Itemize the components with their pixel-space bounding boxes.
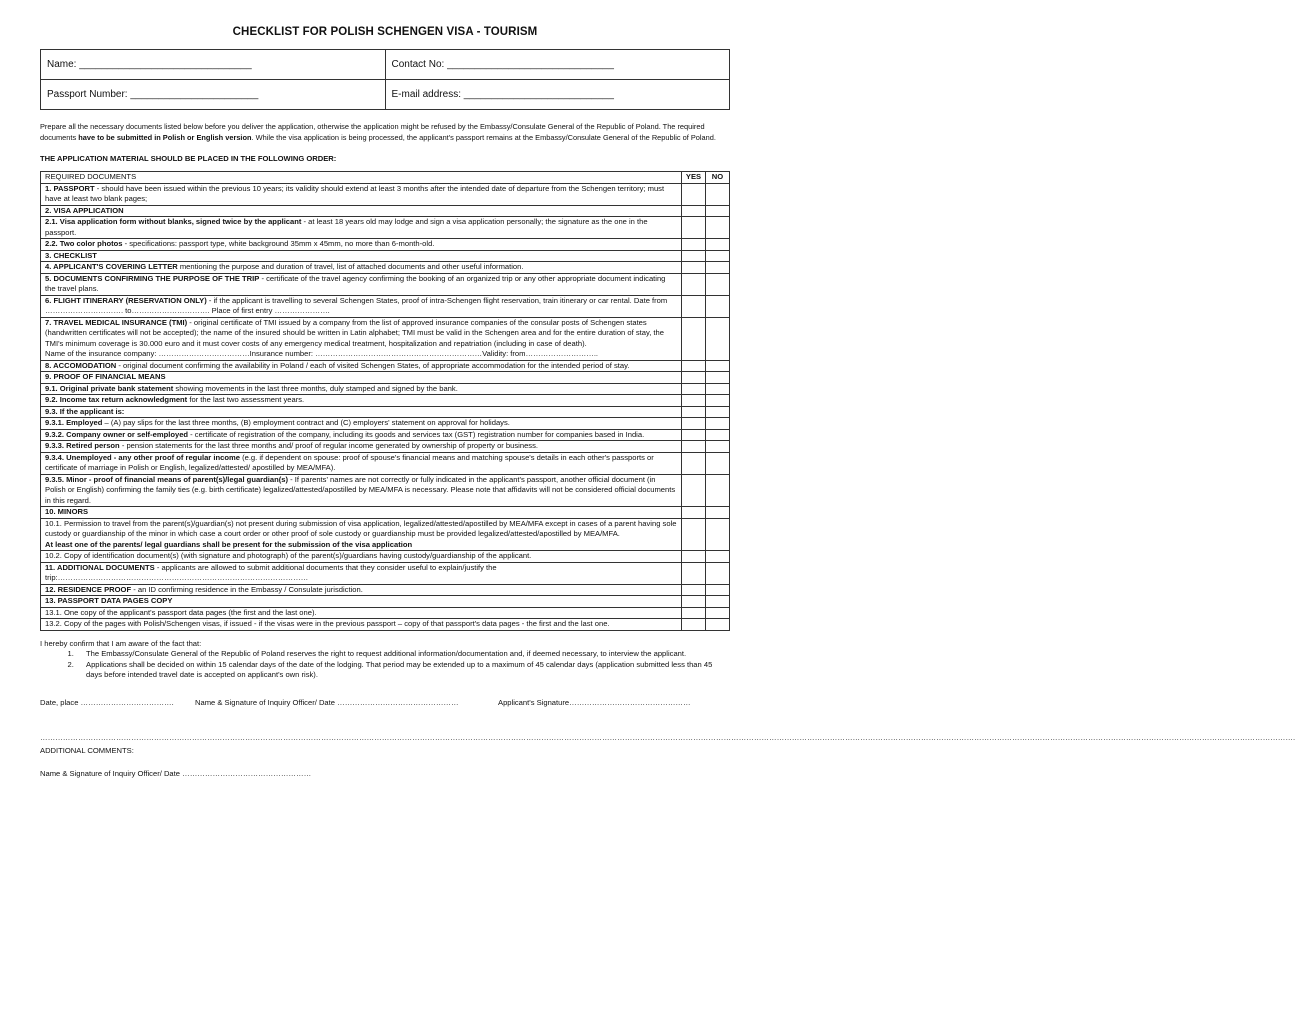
- table-row: [41, 418, 730, 430]
- table-row: [41, 183, 730, 205]
- no-checkbox[interactable]: [706, 183, 730, 205]
- yes-checkbox[interactable]: [682, 607, 706, 619]
- table-row: [41, 317, 730, 360]
- no-checkbox[interactable]: [706, 418, 730, 430]
- yes-checkbox[interactable]: [682, 372, 706, 384]
- yes-checkbox[interactable]: [682, 584, 706, 596]
- yes-checkbox[interactable]: [682, 418, 706, 430]
- date-place-field[interactable]: Date, place ……………………………….: [40, 697, 174, 707]
- no-checkbox[interactable]: [706, 395, 730, 407]
- row-flight-itinerary: 6. FLIGHT ITINERARY (RESERVATION ONLY) - if the applicant is travelling to several Schengen States, proof of intra-Schengen flight reservation, train itinerary or car rental. Date from …………………………. to…………………………. Place of first entry ………………….: [41, 295, 682, 317]
- intro-text-1: Prepare all the necessary documents listed below before you deliver the application, otherwise the application might be refused by the Embassy/Consulate General of the Republic of Poland. The required documents: [40, 122, 705, 142]
- no-checkbox[interactable]: [706, 273, 730, 295]
- yes-checkbox[interactable]: [682, 317, 706, 360]
- row-parent-id: 10.2. Copy of identification document(s) (with signature and photograph) of the parent(s)/guardians having custody/guardianship of the applicant.: [41, 551, 682, 563]
- row-financial-means: 9. PROOF OF FINANCIAL MEANS: [41, 372, 682, 384]
- intro-text-2: . While the visa application is being processed, the applicant's passport remains at the Embassy/Consulate General of the Republic of Poland.: [251, 133, 716, 142]
- dotted-separator: ……………………………………………………………………………………………………………………………………………………………………………………………………………………………………………………………………………………………………………………………………………………………………………………………………………………………………………………….: [40, 732, 1295, 742]
- no-checkbox[interactable]: [706, 317, 730, 360]
- yes-checkbox[interactable]: [682, 452, 706, 474]
- row-minors: 10. MINORS: [41, 507, 682, 519]
- passport-number-field[interactable]: Passport Number: _______________________: [41, 80, 386, 110]
- no-checkbox[interactable]: [706, 429, 730, 441]
- additional-comments-label: ADDITIONAL COMMENTS:: [40, 745, 134, 755]
- no-checkbox[interactable]: [706, 551, 730, 563]
- signature-line: [40, 698, 730, 707]
- no-checkbox[interactable]: [706, 584, 730, 596]
- row-visa-application: 2. VISA APPLICATION: [41, 205, 682, 217]
- applicant-signature-field[interactable]: Applicant's Signature…………………………………………: [498, 697, 691, 707]
- confirmation-section: [40, 639, 730, 681]
- confirmation-item-1: 1. The Embassy/Consulate General of the Republic of Poland reserves the right to request additional information/documentation and, if deemed necessary, to interview the applicant.: [76, 649, 730, 660]
- table-row: [41, 441, 730, 453]
- yes-checkbox[interactable]: [682, 262, 706, 274]
- row-passport: 1. PASSPORT - should have been issued within the previous 10 years; its validity should extend at least 3 months after the intended date of departure from the Schengen territory; must have at least two blank pages;: [41, 183, 682, 205]
- yes-checkbox[interactable]: [682, 474, 706, 507]
- row-travel-insurance: 7. TRAVEL MEDICAL INSURANCE (TMI) - original certificate of TMI issued by a company from the list of approved insurance companies of the consular posts of Schengen states (handwritten certificates will not be accepted); the name of the insured should be written in Latin alphabet; TMI must be valid in the Schengen area and for the entire duration of stay, the TMI's minimum coverage is 30.000 euro and it must cover costs of any emergency medical treatment, hospitalization and repatriation (including in case of death). Name of the insurance company: ………………………………Insurance number: …………………………………………………………Validity: from………………………..: [41, 317, 682, 360]
- table-row: [41, 474, 730, 507]
- row-photos: 2.2. Two color photos - specifications: passport type, white background 35mm x 45mm, no more than 6-month-old.: [41, 239, 682, 251]
- table-row: [41, 273, 730, 295]
- table-header-row: [41, 172, 730, 184]
- confirmation-item-2: 2. Applications shall be decided on within 15 calendar days of the date of the lodging. That period may be extended up to a maximum of 45 calendar days (application submitted less than 45 days before intended travel date is accepted on applicant's own risk).: [76, 660, 730, 681]
- email-field[interactable]: E-mail address: ___________________________: [385, 80, 730, 110]
- no-checkbox[interactable]: [706, 619, 730, 631]
- contact-field[interactable]: Contact No: ______________________________: [385, 50, 730, 80]
- yes-checkbox[interactable]: [682, 250, 706, 262]
- table-row: [41, 383, 730, 395]
- yes-checkbox[interactable]: [682, 383, 706, 395]
- no-checkbox[interactable]: [706, 205, 730, 217]
- col-no: NO: [706, 172, 730, 184]
- yes-checkbox[interactable]: [682, 239, 706, 251]
- yes-checkbox[interactable]: [682, 441, 706, 453]
- table-row: [41, 518, 730, 551]
- no-checkbox[interactable]: [706, 239, 730, 251]
- no-checkbox[interactable]: [706, 295, 730, 317]
- row-self-employed: 9.3.2. Company owner or self-employed - certificate of registration of the company, including its goods and services tax (GST) registration number for companies based in India.: [41, 429, 682, 441]
- table-row: [41, 607, 730, 619]
- yes-checkbox[interactable]: [682, 562, 706, 584]
- no-checkbox[interactable]: [706, 360, 730, 372]
- row-passport-data-pages: 13.1. One copy of the applicant's passport data pages (the first and the last one).: [41, 607, 682, 619]
- yes-checkbox[interactable]: [682, 551, 706, 563]
- table-row: [41, 239, 730, 251]
- yes-checkbox[interactable]: [682, 429, 706, 441]
- row-visa-form: 2.1. Visa application form without blanks, signed twice by the applicant - at least 18 years old may lodge and sign a visa application personally; the signature as the one in the passport.: [41, 217, 682, 239]
- no-checkbox[interactable]: [706, 607, 730, 619]
- yes-checkbox[interactable]: [682, 619, 706, 631]
- yes-checkbox[interactable]: [682, 217, 706, 239]
- no-checkbox[interactable]: [706, 474, 730, 507]
- yes-checkbox[interactable]: [682, 295, 706, 317]
- no-checkbox[interactable]: [706, 262, 730, 274]
- yes-checkbox[interactable]: [682, 395, 706, 407]
- row-accommodation: 8. ACCOMODATION - original document confirming the availability in Poland / each of visited Schengen States, of appropriate accommodation for the intended period of stay.: [41, 360, 682, 372]
- table-row: [41, 619, 730, 631]
- table-row: [41, 596, 730, 608]
- name-field[interactable]: Name: _______________________________: [41, 50, 386, 80]
- no-checkbox[interactable]: [706, 596, 730, 608]
- confirmation-list: [40, 649, 730, 681]
- yes-checkbox[interactable]: [682, 596, 706, 608]
- officer-signature-field[interactable]: Name & Signature of Inquiry Officer/ Date …………………………………………: [195, 697, 459, 707]
- yes-checkbox[interactable]: [682, 406, 706, 418]
- yes-checkbox[interactable]: [682, 360, 706, 372]
- table-row: [41, 562, 730, 584]
- row-residence-proof: 12. RESIDENCE PROOF - an ID confirming residence in the Embassy / Consulate jurisdiction.: [41, 584, 682, 596]
- table-row: [41, 551, 730, 563]
- row-unemployed: 9.3.4. Unemployed - any other proof of regular income (e.g. if dependent on spouse: proof of spouse's financial means and matching spouse's details in each other's passports or certificate of marriage in Polish or English, legalized/attested/ apostilled by MEA/MFA).: [41, 452, 682, 474]
- table-row: [41, 372, 730, 384]
- no-checkbox[interactable]: [706, 383, 730, 395]
- no-checkbox[interactable]: [706, 441, 730, 453]
- no-checkbox[interactable]: [706, 518, 730, 551]
- row-travel-permission: 10.1. Permission to travel from the parent(s)/guardian(s) not present during submission of visa application, legalized/attested/apostilled by MEA/MFA except in cases of a parent having sole custody or guardianship of the minor in which case a court order or other proof of sole custody or guardianship must be provided legalized/attested/apostilled by MEA/MFA. At least one of the parents/ legal guardians shall be present for the submission of the visa application: [41, 518, 682, 551]
- table-row: [41, 295, 730, 317]
- no-checkbox[interactable]: [706, 217, 730, 239]
- yes-checkbox[interactable]: [682, 518, 706, 551]
- row-income-tax: 9.2. Income tax return acknowledgment for the last two assessment years.: [41, 395, 682, 407]
- row-retired: 9.3.3. Retired person - pension statements for the last three months and/ proof of regular income generated by ownership of property or business.: [41, 441, 682, 453]
- row-if-applicant: 9.3. If the applicant is:: [41, 406, 682, 418]
- table-row: [41, 429, 730, 441]
- table-row: [41, 262, 730, 274]
- row-covering-letter: 4. APPLICANT'S COVERING LETTER mentioning the purpose and duration of travel, list of attached documents and other useful information.: [41, 262, 682, 274]
- col-yes: YES: [682, 172, 706, 184]
- row-minor-finance: 9.3.5. Minor - proof of financial means of parent(s)/legal guardian(s) - If parents' names are not correctly or fully indicated in the applicant's passport, another official document (in Polish or English) confirming the family ties (e.g. birth certificate) legalized/attested/apostilled by MEA/MFA is necessary. Please note that affidavits will not be considered official documents in this regard.: [41, 474, 682, 507]
- yes-checkbox[interactable]: [682, 507, 706, 519]
- inquiry-officer-signature-field[interactable]: Name & Signature of Inquiry Officer/ Date ……………………………………………: [40, 768, 312, 778]
- no-checkbox[interactable]: [706, 507, 730, 519]
- row-visa-pages: 13.2. Copy of the pages with Polish/Schengen visas, if issued - if the visas were in the previous passport – copy of that passport's data pages - the first and the last one.: [41, 619, 682, 631]
- no-checkbox[interactable]: [706, 372, 730, 384]
- row-passport-copy: 13. PASSPORT DATA PAGES COPY: [41, 596, 682, 608]
- table-row: [41, 584, 730, 596]
- row-additional-documents: 11. ADDITIONAL DOCUMENTS - applicants are allowed to submit additional documents that they consider useful to explain/justify the trip:………………………………………………………………………………………: [41, 562, 682, 584]
- yes-checkbox[interactable]: [682, 273, 706, 295]
- page-title: CHECKLIST FOR POLISH SCHENGEN VISA - TOURISM: [232, 26, 538, 38]
- table-row: [41, 360, 730, 372]
- table-row: [41, 205, 730, 217]
- row-bank-statement: 9.1. Original private bank statement showing movements in the last three months, duly stamped and signed by the bank.: [41, 383, 682, 395]
- table-row: [41, 507, 730, 519]
- intro-bold-text: have to be submitted in Polish or English version: [78, 133, 252, 142]
- no-checkbox[interactable]: [706, 250, 730, 262]
- yes-checkbox[interactable]: [682, 205, 706, 217]
- yes-checkbox[interactable]: [682, 183, 706, 205]
- confirmation-intro: I hereby confirm that I am aware of the fact that:: [40, 638, 202, 648]
- no-checkbox[interactable]: [706, 406, 730, 418]
- no-checkbox[interactable]: [706, 452, 730, 474]
- table-row: [41, 406, 730, 418]
- documents-checklist-table: [40, 171, 730, 631]
- table-row: [41, 250, 730, 262]
- row-employed: 9.3.1. Employed – (A) pay slips for the last three months, (B) employment contract and (C) employers' statement on approval for holidays.: [41, 418, 682, 430]
- table-row: [41, 217, 730, 239]
- table-row: [41, 395, 730, 407]
- row-trip-purpose: 5. DOCUMENTS CONFIRMING THE PURPOSE OF THE TRIP - certificate of the travel agency confirming the booking of an organized trip or any other appropriate document indicating the travel plans.: [41, 273, 682, 295]
- checklist-page: [40, 26, 1295, 778]
- intro-paragraph: [40, 121, 730, 143]
- row-checklist: 3. CHECKLIST: [41, 250, 682, 262]
- applicant-info-table: [40, 49, 730, 110]
- table-row: [41, 452, 730, 474]
- col-required-documents: REQUIRED DOCUMENTS: [41, 172, 682, 184]
- order-heading: THE APPLICATION MATERIAL SHOULD BE PLACED IN THE FOLLOWING ORDER:: [40, 154, 337, 163]
- no-checkbox[interactable]: [706, 562, 730, 584]
